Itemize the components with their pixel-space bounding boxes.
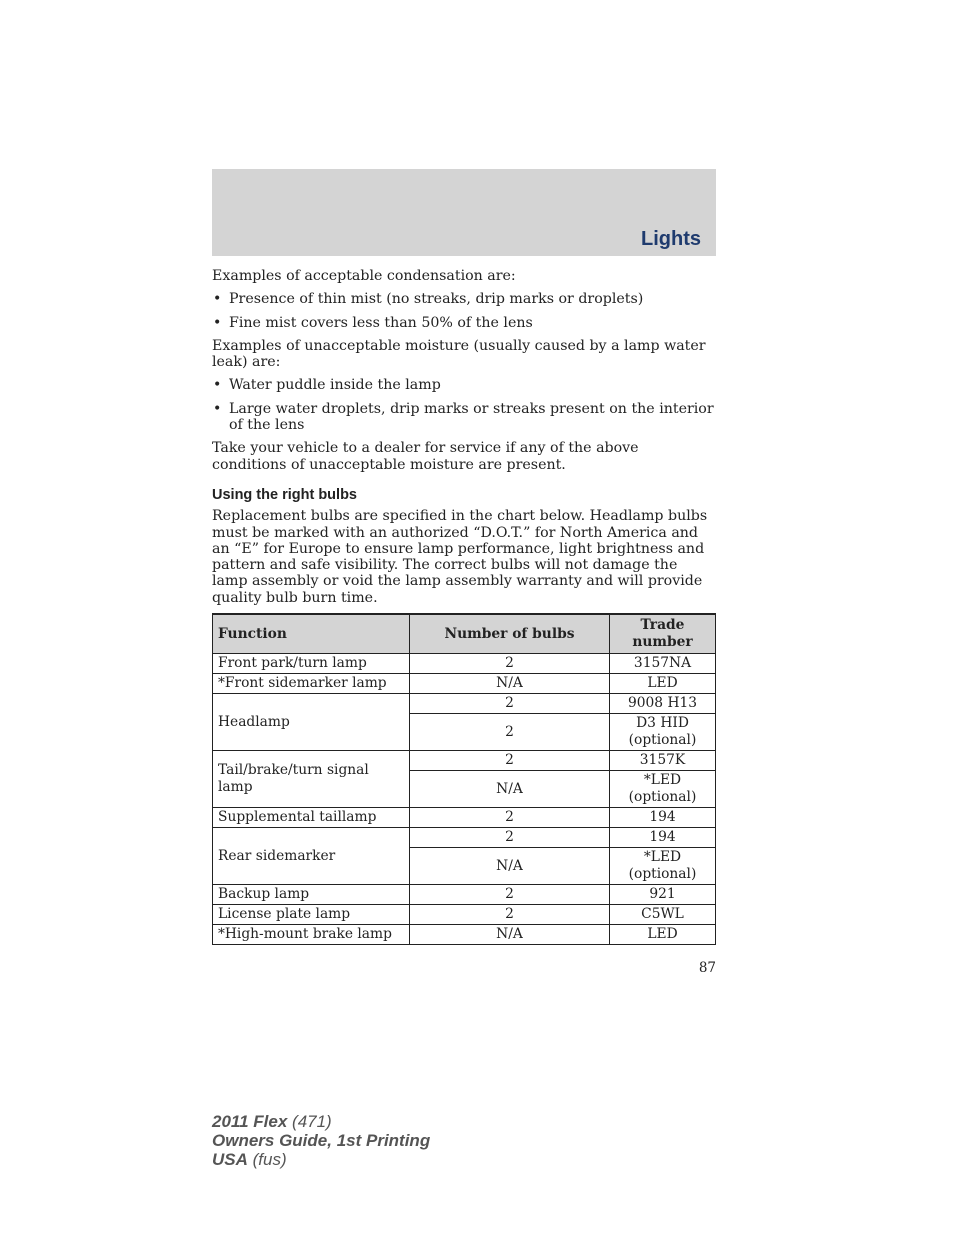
cell-function: License plate lamp	[213, 905, 410, 925]
table-row	[213, 808, 716, 828]
cell-trade: *LED (optional)	[610, 848, 716, 885]
cell-count: N/A	[410, 925, 610, 945]
cell-function: Tail/brake/turn signal lamp	[213, 751, 410, 808]
section-heading: Using the right bulbs	[212, 486, 357, 503]
cell-function: Backup lamp	[213, 885, 410, 905]
cell-trade: 9008 H13	[610, 694, 716, 714]
cell-trade: LED	[610, 674, 716, 694]
page-content	[212, 268, 716, 945]
table-row	[213, 905, 716, 925]
unacceptable-lead: Examples of unacceptable moisture (usually caused by a lamp water leak) are:	[212, 337, 706, 371]
table-row	[213, 674, 716, 694]
section-header-band	[212, 169, 716, 256]
bullet-icon: •	[213, 400, 222, 417]
cell-trade: LED	[610, 925, 716, 945]
cell-count: 2	[410, 714, 610, 751]
bullet-icon: •	[213, 377, 222, 394]
list-item: • Large water droplets, drip marks or streaks present on the interior of the lens	[213, 400, 714, 434]
table-row	[213, 925, 716, 945]
cell-trade: C5WL	[610, 905, 716, 925]
table-row	[213, 885, 716, 905]
list-item: • Fine mist covers less than 50% of the lens	[213, 314, 533, 331]
header-count: Number of bulbs	[410, 614, 610, 654]
page-number: 87	[698, 960, 716, 976]
table-row	[213, 828, 716, 848]
cell-function: Headlamp	[213, 694, 410, 751]
bulbs-body: Replacement bulbs are specified in the chart below. Headlamp bulbs must be marked with an authorized “D.O.T.” for North America and an “E” for Europe to ensure lamp performance, light brightness and pattern and safe visibility. The correct bulbs will not damage the lamp assembly or void the lamp assembly warranty and will provide quality bulb burn time.	[212, 508, 708, 606]
footer-imprint	[212, 1112, 430, 1169]
unacceptable-list	[212, 377, 716, 433]
cell-count: N/A	[410, 674, 610, 694]
bullet-icon: •	[213, 314, 222, 331]
cell-count: 2	[410, 694, 610, 714]
footer-market-line: USA (fus)	[212, 1150, 287, 1169]
header-trade: Trade number	[610, 614, 716, 654]
cell-count: 2	[410, 905, 610, 925]
cell-function: *High-mount brake lamp	[213, 925, 410, 945]
section-title: Lights	[641, 228, 701, 250]
list-item: • Water puddle inside the lamp	[213, 377, 441, 394]
cell-trade: D3 HID (optional)	[610, 714, 716, 751]
cell-count: 2	[410, 808, 610, 828]
cell-trade: 194	[610, 828, 716, 848]
table-row	[213, 751, 716, 771]
cell-trade: 3157NA	[610, 654, 716, 674]
header-function: Function	[213, 614, 410, 654]
table-row	[213, 654, 716, 674]
acceptable-lead: Examples of acceptable condensation are:	[212, 268, 516, 284]
cell-count: N/A	[410, 848, 610, 885]
bulb-table	[212, 613, 716, 945]
acceptable-list	[212, 291, 716, 331]
table-row	[213, 694, 716, 714]
bullet-icon: •	[213, 291, 222, 308]
cell-function: Rear sidemarker	[213, 828, 410, 885]
cell-trade: 194	[610, 808, 716, 828]
footer-model-line: 2011 Flex (471)	[212, 1112, 332, 1131]
cell-trade: 3157K	[610, 751, 716, 771]
cell-count: 2	[410, 885, 610, 905]
cell-trade: *LED (optional)	[610, 771, 716, 808]
cell-count: 2	[410, 654, 610, 674]
cell-count: N/A	[410, 771, 610, 808]
cell-count: 2	[410, 751, 610, 771]
cell-function: *Front sidemarker lamp	[213, 674, 410, 694]
cell-count: 2	[410, 828, 610, 848]
list-item: • Presence of thin mist (no streaks, drip marks or droplets)	[213, 291, 644, 308]
service-note: Take your vehicle to a dealer for service if any of the above conditions of unacceptable moisture are present.	[212, 440, 639, 473]
cell-function: Supplemental taillamp	[213, 808, 410, 828]
cell-function: Front park/turn lamp	[213, 654, 410, 674]
footer-guide-line: Owners Guide, 1st Printing	[212, 1131, 431, 1150]
cell-trade: 921	[610, 885, 716, 905]
table-header-row	[213, 614, 716, 654]
